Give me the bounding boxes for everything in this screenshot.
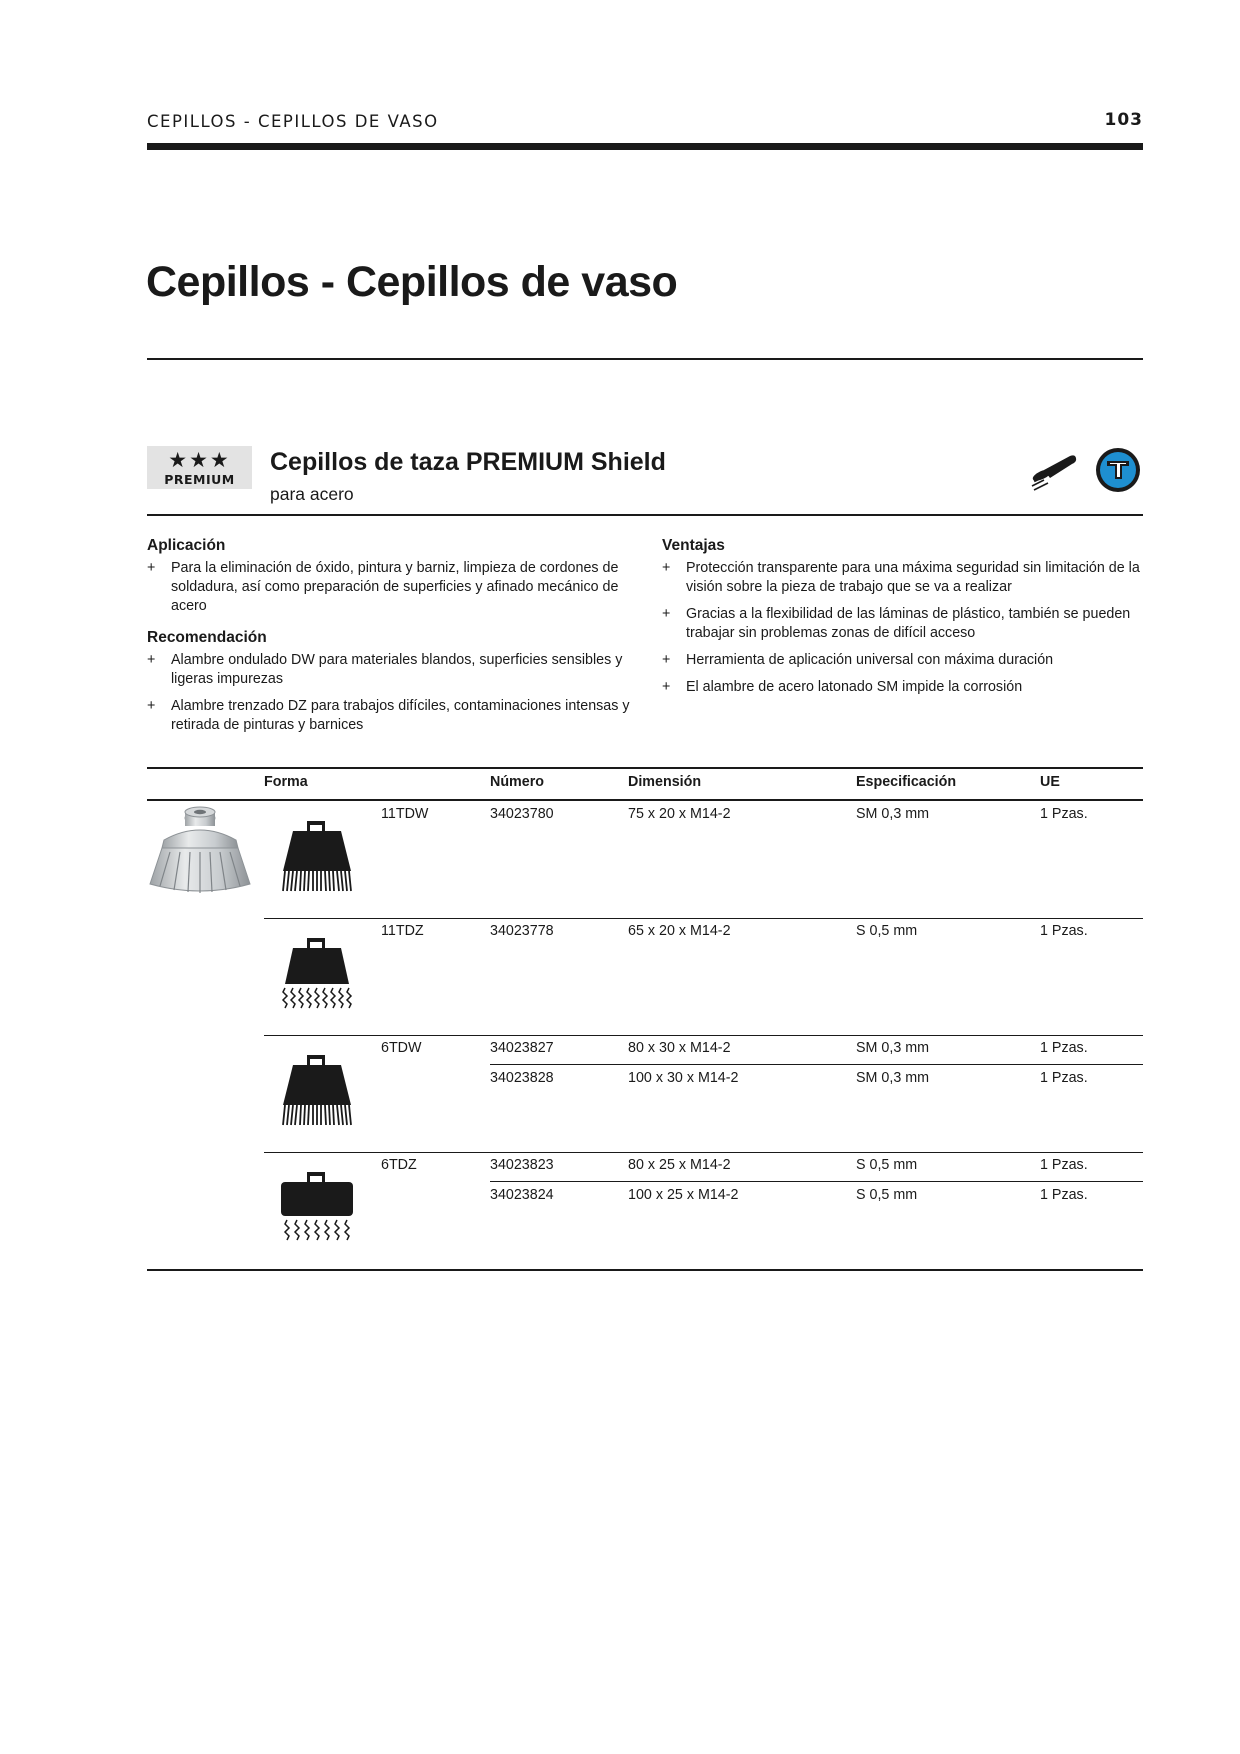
plus-icon: +: [662, 679, 671, 695]
plus-icon: +: [662, 652, 671, 668]
rating-stars-icon: ★★★: [168, 449, 231, 472]
col-header-ue: UE: [1040, 774, 1060, 790]
col-header-numero: Número: [490, 774, 545, 790]
running-header-title: CEPILLOS - CEPILLOS DE VASO: [147, 112, 439, 131]
row-dimension: 100 x 25 x M14-2: [628, 1187, 739, 1203]
aplicacion-list: [147, 559, 642, 624]
shape-6tdw-icon: [279, 1055, 355, 1127]
row-especificacion: SM 0,3 mm: [856, 806, 930, 822]
row-ue: 1 Pzas.: [1040, 1070, 1088, 1086]
row-especificacion: SM 0,3 mm: [856, 1040, 930, 1056]
premium-badge: [147, 446, 252, 489]
angle-grinder-icon: [1030, 448, 1078, 492]
row-numero: 34023824: [490, 1187, 554, 1203]
row-ue: 1 Pzas.: [1040, 1187, 1088, 1203]
group-code: 6TDZ: [381, 1157, 417, 1173]
row-ue: 1 Pzas.: [1040, 1040, 1088, 1056]
page-title: Cepillos - Cepillos de vaso: [146, 258, 678, 306]
list-item: + Alambre trenzado DZ para trabajos difíciles, contaminaciones intensas y retirada de pinturas y barnices: [147, 698, 630, 733]
header-rule: [147, 143, 1143, 150]
page-number: 103: [1104, 110, 1143, 130]
row-ue: 1 Pzas.: [1040, 1157, 1088, 1173]
row-dimension: 80 x 25 x M14-2: [628, 1157, 731, 1173]
row-especificacion: S 0,5 mm: [856, 1157, 918, 1173]
plus-icon: +: [662, 560, 671, 576]
recomendacion-heading: Recomendación: [147, 629, 267, 646]
shape-11tdw-icon: [279, 821, 355, 893]
product-subtitle: para acero: [270, 484, 354, 504]
row-especificacion: SM 0,3 mm: [856, 1070, 930, 1086]
group-code: 6TDW: [381, 1040, 422, 1056]
quick-connect-icon: [1095, 447, 1141, 493]
table-bottom-rule: [147, 1269, 1143, 1271]
table-top-rule: [147, 767, 1143, 769]
recomendacion-list: [147, 651, 642, 743]
plus-icon: +: [662, 606, 671, 622]
list-item: + Herramienta de aplicación universal con máxima duración: [662, 652, 1054, 668]
plus-icon: +: [147, 652, 156, 668]
row-numero: 34023827: [490, 1040, 554, 1056]
row-ue: 1 Pzas.: [1040, 923, 1088, 939]
group-divider: [264, 918, 1143, 919]
product-header-rule: [147, 514, 1143, 516]
row-divider: [490, 1181, 1143, 1182]
list-item: + Alambre ondulado DW para materiales blandos, superficies sensibles y ligeras impurezas: [147, 652, 623, 687]
ventajas-list: [662, 559, 1147, 705]
col-header-especificacion: Especificación: [856, 774, 957, 790]
row-dimension: 100 x 30 x M14-2: [628, 1070, 739, 1086]
row-divider: [490, 1064, 1143, 1065]
row-dimension: 75 x 20 x M14-2: [628, 806, 731, 822]
shape-11tdz-icon: [279, 938, 355, 1010]
col-header-dimension: Dimensión: [628, 774, 702, 790]
list-item: + El alambre de acero latonado SM impide la corrosión: [662, 679, 1023, 695]
row-ue: 1 Pzas.: [1040, 806, 1088, 822]
shape-6tdz-icon: [279, 1172, 355, 1244]
title-rule: [147, 358, 1143, 360]
ventajas-heading: Ventajas: [662, 537, 725, 554]
row-numero: 34023828: [490, 1070, 554, 1086]
cup-brush-photo: [146, 802, 254, 898]
plus-icon: +: [147, 698, 156, 714]
group-code: 11TDZ: [381, 923, 424, 939]
table-header-rule: [147, 799, 1143, 801]
row-dimension: 80 x 30 x M14-2: [628, 1040, 731, 1056]
product-title: Cepillos de taza PREMIUM Shield: [270, 448, 666, 476]
list-item: + Para la eliminación de óxido, pintura y barniz, limpieza de cordones de soldadura, así como preparación de superficies y afinado mecánico de acero: [147, 560, 619, 614]
plus-icon: +: [147, 560, 156, 576]
row-especificacion: S 0,5 mm: [856, 1187, 918, 1203]
row-dimension: 65 x 20 x M14-2: [628, 923, 731, 939]
group-divider: [264, 1035, 1143, 1036]
group-code: 11TDW: [381, 806, 429, 822]
row-especificacion: S 0,5 mm: [856, 923, 918, 939]
col-header-forma: Forma: [264, 774, 308, 790]
list-item: + Protección transparente para una máxima seguridad sin limitación de la visión sobre la pieza de trabajo que se va a realizar: [662, 560, 1140, 595]
aplicacion-heading: Aplicación: [147, 537, 226, 554]
row-numero: 34023780: [490, 806, 554, 822]
list-item: + Gracias a la flexibilidad de las láminas de plástico, también se pueden trabajar sin problemas zonas de difícil acceso: [662, 606, 1131, 641]
premium-label: PREMIUM: [164, 472, 235, 487]
row-numero: 34023778: [490, 923, 554, 939]
row-numero: 34023823: [490, 1157, 554, 1173]
group-divider: [264, 1152, 1143, 1153]
